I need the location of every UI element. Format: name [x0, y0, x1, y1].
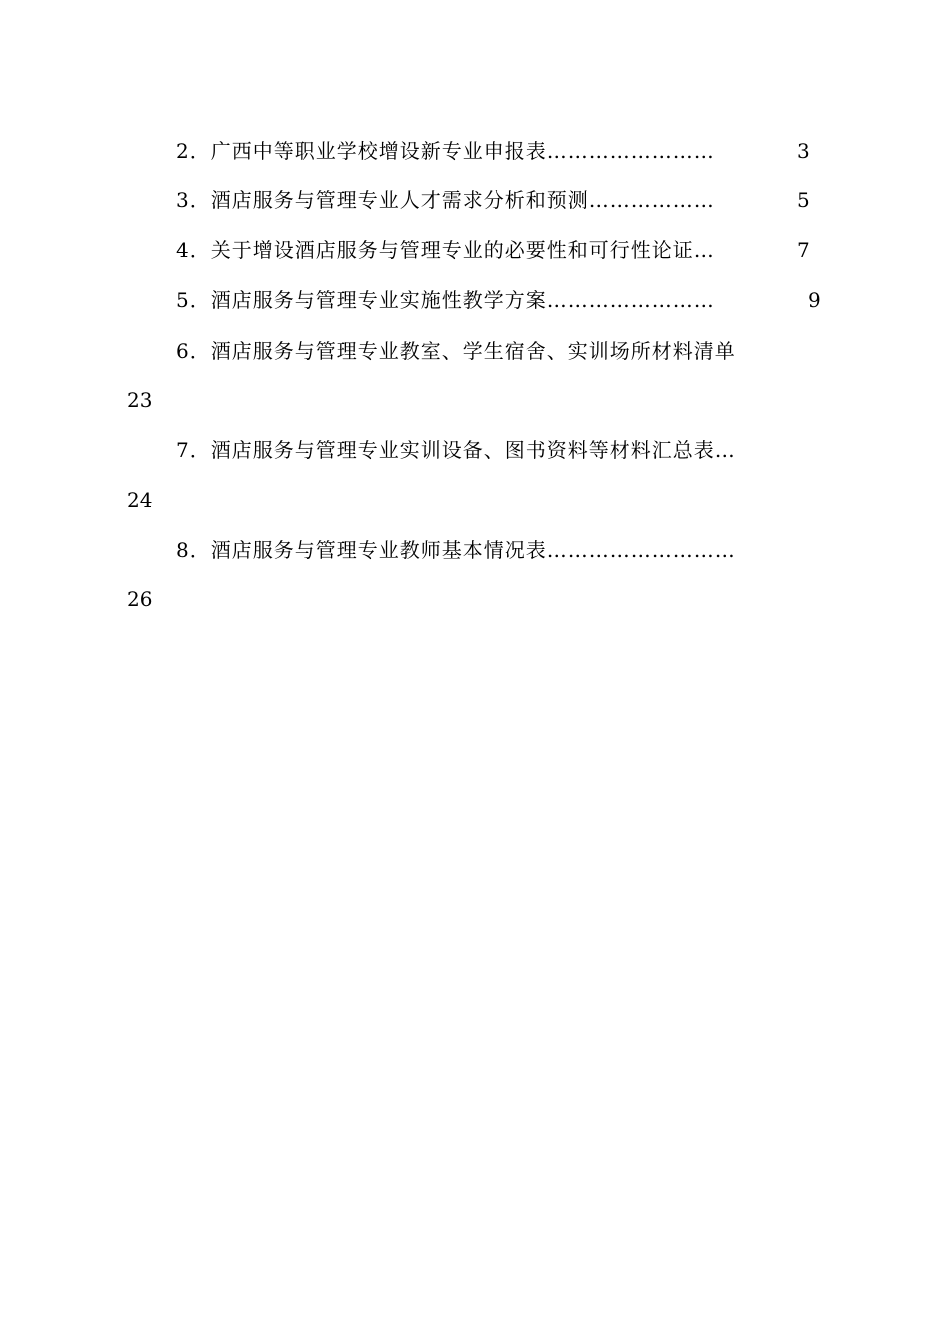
- toc-entry-7-page: 24: [127, 488, 153, 512]
- toc-entry-7: 7．酒店服务与管理专业实训设备、图书资料等材料汇总表…: [176, 438, 736, 462]
- toc-entry-2: 2．广西中等职业学校增设新专业申报表……………………: [176, 139, 715, 163]
- toc-entry-6: 6．酒店服务与管理专业教室、学生宿舍、实训场所材料清单: [176, 339, 736, 363]
- toc-entry-6-page: 23: [127, 388, 153, 412]
- toc-entry-8-page: 26: [127, 587, 153, 611]
- toc-entry-8: 8．酒店服务与管理专业教师基本情况表………………………: [176, 538, 736, 562]
- toc-entry-3-page: 5: [797, 188, 810, 212]
- toc-entry-5: 5．酒店服务与管理专业实施性教学方案……………………: [176, 288, 715, 312]
- toc-entry-3: 3．酒店服务与管理专业人才需求分析和预测………………: [176, 188, 715, 212]
- toc-entry-4: 4．关于增设酒店服务与管理专业的必要性和可行性论证…: [176, 238, 715, 262]
- toc-entry-2-page: 3: [797, 139, 810, 163]
- toc-entry-4-page: 7: [797, 238, 810, 262]
- toc-entry-5-page: 9: [808, 288, 821, 312]
